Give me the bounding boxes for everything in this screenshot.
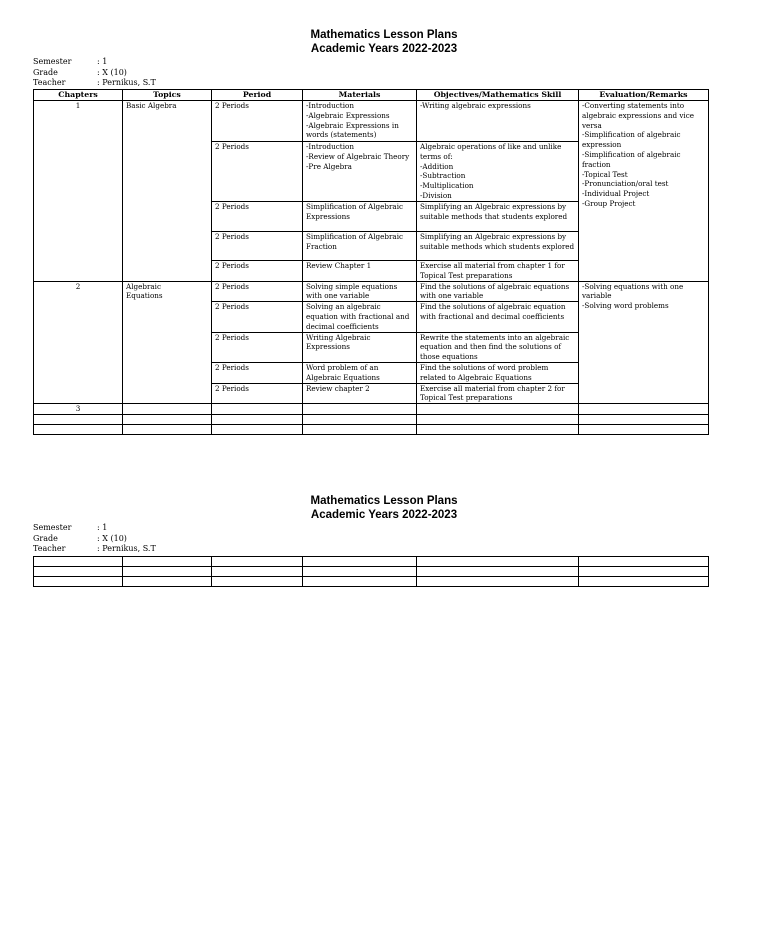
empty-cell [417,404,579,415]
objective-cell: Find the solutions of word problem related to Algebraic Equations [417,362,579,383]
materials-cell: Word problem of an Algebraic Equations [303,362,417,383]
period-cell: 2 Periods [212,281,303,302]
evaluation-cell: -Converting statements into algebraic expressions and vice versa -Simplification of algebraic expression -Simplification of algebraic fraction -Topical Test -Pronunciation/oral test -Individual Project -Group Project [579,101,709,282]
empty-cell [212,424,303,434]
page-subtitle: Academic Years 2022-2023 [310,509,458,521]
empty-cell [579,577,709,587]
empty-cell [303,567,417,577]
period-cell: 2 Periods [212,202,303,232]
materials-cell: Simplification of Algebraic Fraction [303,232,417,261]
table-row [34,281,709,302]
lesson-plan-table [33,89,709,435]
table-row [34,414,709,424]
period-cell: 2 Periods [212,232,303,261]
chapter-cell: 2 [34,281,123,404]
period-cell: 2 Periods [212,101,303,142]
table-row [34,567,709,577]
grade-label: Grade [33,67,58,77]
empty-cell [34,557,123,567]
meta-block [33,57,156,89]
semester-label: Semester [33,57,72,66]
empty-cell [34,577,123,587]
objective-cell: Algebraic operations of like and unlike terms of: -Addition -Subtraction -Multiplication -Division [417,142,579,202]
chapter-cell: 1 [34,101,123,282]
materials-cell: Solving an algebraic equation with fractional and decimal coefficients [303,302,417,332]
semester-value: : 1 [97,523,108,532]
header-period: Period [212,90,303,101]
materials-cell: -Introduction -Review of Algebraic Theory -Pre Algebra [303,142,417,202]
empty-cell [123,557,212,567]
header-chapters: Chapters [34,90,123,101]
materials-cell: Writing Algebraic Expressions [303,332,417,362]
header-topics: Topics [123,90,212,101]
objective-cell: Simplifying an Algebraic expressions by suitable methods which students explored [417,232,579,261]
period-cell: 2 Periods [212,302,303,332]
empty-cell [579,557,709,567]
period-cell: 2 Periods [212,261,303,282]
chapter-cell: 3 [34,404,123,415]
table-row [34,424,709,434]
empty-cell [212,577,303,587]
topic-cell: Basic Algebra [123,101,212,282]
empty-cell [212,404,303,415]
empty-cell [34,424,123,434]
empty-cell [579,424,709,434]
header-evaluation: Evaluation/Remarks [579,90,709,101]
objective-cell: Simplifying an Algebraic expressions by suitable methods that students explored [417,202,579,232]
materials-cell: Solving simple equations with one variable [303,281,417,302]
empty-cell [123,414,212,424]
table-row [34,577,709,587]
semester-label: Semester [33,523,72,532]
meta-block [33,523,156,555]
grade-label: Grade [33,533,58,543]
period-cell: 2 Periods [212,383,303,404]
empty-cell [579,414,709,424]
empty-cell [34,414,123,424]
objective-cell: Exercise all material from chapter 2 for Topical Test preparations [417,383,579,404]
empty-cell [303,557,417,567]
empty-cell [123,404,212,415]
period-cell: 2 Periods [212,362,303,383]
header-objectives: Objectives/Mathematics Skill [417,90,579,101]
empty-cell [303,424,417,434]
topic-cell: Algebraic Equations [123,281,212,404]
empty-cell [212,414,303,424]
teacher-label: Teacher [33,78,66,87]
period-cell: 2 Periods [212,332,303,362]
period-cell: 2 Periods [212,142,303,202]
evaluation-cell: -Solving equations with one variable -Solving word problems [579,281,709,404]
empty-cell [417,424,579,434]
materials-cell: Simplification of Algebraic Expressions [303,202,417,232]
page-title: Mathematics Lesson Plans [310,29,458,41]
table-row [34,101,709,142]
empty-cell [212,567,303,577]
objective-cell: Find the solutions of algebraic equations with one variable [417,281,579,302]
empty-cell [417,557,579,567]
lesson-plan-table-blank [33,556,709,587]
page-title: Mathematics Lesson Plans [310,495,458,507]
grade-value: : X (10) [97,67,127,77]
header-materials: Materials [303,90,417,101]
empty-cell [303,414,417,424]
empty-cell [303,404,417,415]
empty-cell [123,424,212,434]
table-row [34,557,709,567]
materials-cell: -Introduction -Algebraic Expressions -Algebraic Expressions in words (statements) [303,101,417,142]
objective-cell: Exercise all material from chapter 1 for Topical Test preparations [417,261,579,282]
grade-value: : X (10) [97,533,127,543]
empty-cell [417,414,579,424]
empty-cell [579,404,709,415]
empty-cell [123,567,212,577]
teacher-value: : Pernikus, S.T [97,78,156,87]
objective-cell: -Writing algebraic expressions [417,101,579,142]
teacher-label: Teacher [33,544,66,553]
teacher-value: : Pernikus, S.T [97,544,156,553]
empty-cell [303,577,417,587]
table-header-row [34,90,709,101]
page-subtitle: Academic Years 2022-2023 [310,43,458,55]
empty-cell [579,567,709,577]
empty-cell [417,567,579,577]
objective-cell: Find the solutions of algebraic equation with fractional and decimal coefficients [417,302,579,332]
materials-cell: Review chapter 2 [303,383,417,404]
semester-value: : 1 [97,57,108,66]
objective-cell: Rewrite the statements into an algebraic equation and then find the solutions of those equations [417,332,579,362]
table-row [34,404,709,415]
materials-cell: Review Chapter 1 [303,261,417,282]
empty-cell [212,557,303,567]
empty-cell [34,567,123,577]
empty-cell [123,577,212,587]
empty-cell [417,577,579,587]
